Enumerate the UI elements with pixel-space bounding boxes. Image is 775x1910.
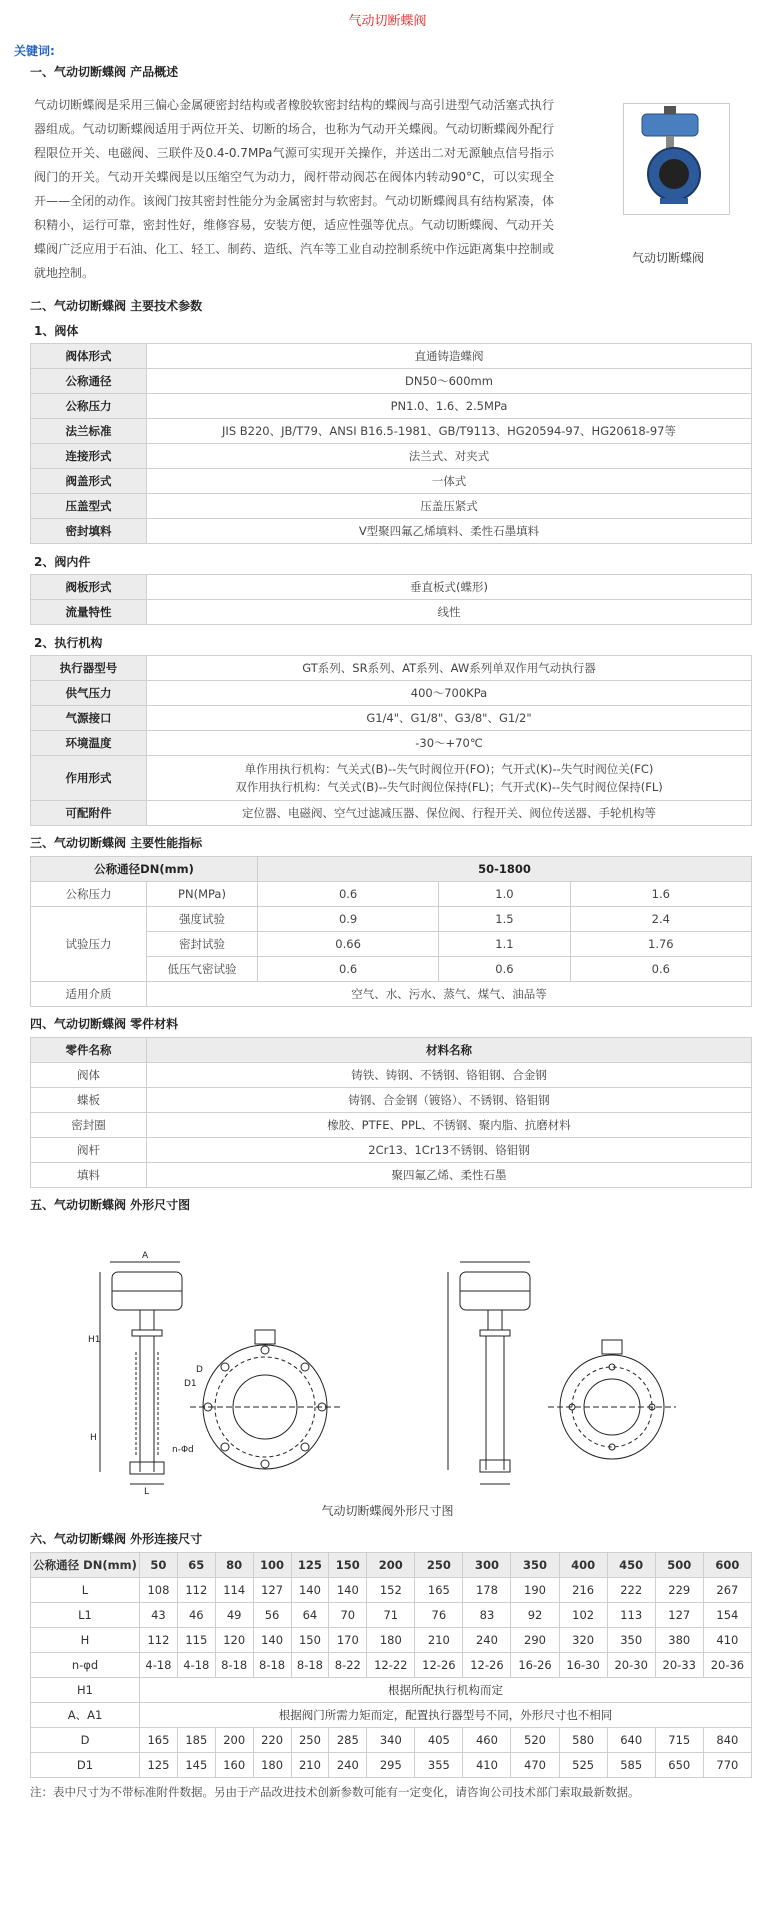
side-view-left — [88, 1251, 182, 1497]
dimension-drawing — [0, 1222, 775, 1502]
dn-header: 100 — [253, 1553, 291, 1578]
overview — [0, 93, 775, 293]
table-row: 气源接口 G1/4"、G1/8"、G3/8"、G1/2" — [31, 706, 752, 731]
footnote: 注：表中尺寸为不带标准附件数据。另由于产品改进技术创新参数可能有一定变化，请咨询公司技术部门索取最新数据。 — [30, 1785, 640, 1799]
connection-table — [30, 1552, 752, 1778]
section-overview-heading: 一、气动切断蝶阀 产品概述 — [30, 65, 179, 79]
table-row: 连接形式 法兰式、对夹式 — [31, 444, 752, 469]
section-performance-heading: 三、气动切断蝶阀 主要性能指标 — [30, 836, 203, 850]
actuator-table — [30, 655, 752, 826]
internals-label: 2、阀内件 — [34, 555, 91, 569]
table-row: n-φd 4-18 4-18 8-18 8-18 8-18 8-22 12-22 12-26 12-26 16-26 16-30 20-30 20-33 20-36 — [31, 1653, 752, 1678]
materials-table — [30, 1037, 752, 1188]
dn-header: 600 — [703, 1553, 751, 1578]
body-label: 1、阀体 — [34, 324, 79, 338]
internals-table — [30, 574, 752, 625]
dn-header: 150 — [329, 1553, 367, 1578]
table-row: 压盖型式 压盖压紧式 — [31, 494, 752, 519]
performance-table — [30, 856, 752, 1007]
table-row: 阀体 铸铁、铸钢、不锈钢、铬钼钢、合金钢 — [31, 1063, 752, 1088]
table-row: 阀体形式 直通铸造蝶阀 — [31, 344, 752, 369]
table-row: L1 43 46 49 56 64 70 71 76 83 92 102 113 127 154 — [31, 1603, 752, 1628]
table-row: 适用介质 空气、水、污水、蒸气、煤气、油品等 — [31, 982, 752, 1007]
dn-header: 350 — [511, 1553, 559, 1578]
table-row: 阀杆 2Cr13、1Cr13不锈钢、铬钼钢 — [31, 1138, 752, 1163]
table-row: D 165 185 200 220 250 285 340 405 460 520 580 640 715 840 — [31, 1728, 752, 1753]
table-row: 环境温度 -30～+70℃ — [31, 731, 752, 756]
front-view-right — [548, 1340, 676, 1459]
dn-header: 200 — [367, 1553, 415, 1578]
table-row: H 112 115 120 140 150 170 180 210 240 290 320 350 380 410 — [31, 1628, 752, 1653]
dim-h1-label: H1 — [88, 1335, 101, 1345]
table-row: 密封圈 橡胶、PTFE、PPL、不锈钢、聚内脂、抗磨材料 — [31, 1113, 752, 1138]
front-view-left — [172, 1330, 340, 1469]
table-row: 密封试验 0.66 1.1 1.76 — [31, 932, 752, 957]
dn-header: 300 — [463, 1553, 511, 1578]
table-row: 法兰标准 JIS B220、JB/T79、ANSI B16.5-1981、GB/T9113、HG20594-97、HG20618-97等 — [31, 419, 752, 444]
dn-header: 125 — [291, 1553, 329, 1578]
drawing-caption: 气动切断蝶阀外形尺寸图 — [321, 1504, 454, 1518]
table-row: 阀盖形式 一体式 — [31, 469, 752, 494]
table-row: 低压气密试验 0.6 0.6 0.6 — [31, 957, 752, 982]
dim-d1-label: D1 — [184, 1379, 197, 1389]
table-row: H1 根据所配执行机构而定 — [31, 1678, 752, 1703]
dim-l-label: L — [144, 1487, 150, 1497]
table-row: D1 125 145 160 180 210 240 295 355 410 470 525 585 650 770 — [31, 1753, 752, 1778]
table-row: 公称压力 PN(MPa) 0.6 1.0 1.6 — [31, 882, 752, 907]
body-table — [30, 343, 752, 544]
dn-header: 250 — [415, 1553, 463, 1578]
valve-photo-caption: 气动切断蝶阀 — [632, 251, 705, 265]
table-row: 公称通径DN(mm) 50-1800 — [31, 857, 752, 882]
dn-header: 500 — [655, 1553, 703, 1578]
overview-paragraph: 气动切断蝶阀是采用三偏心金属硬密封结构或者橡胶软密封结构的蝶阀与高引进型气动活塞式执行器组成。气动切断蝶阀适用于两位开关、切断的场合，也称为气动开关蝶阀。气动切断蝶阀外配行程限位开关、电磁阀、三联件及0.4-0.7MPa气源可实现开关操作，并送出二对无源触点信号指示阀门的开关。气动开关蝶阀是以压缩空气为动力，阀杆带动阀芯在阀体内转动90°C，可以实现全开——全闭的动作。该阀门按其密封性能分为金属密封与软密封。气动切断蝶阀具有结构紧凑，体积精小，运行可靠，密封性好，维修容易，安装方便，适应性强等优点。气动切断蝶阀、气动开关蝶阀广泛应用于石油、化工、轻工、制药、造纸、汽车等工业自动控制系统中作远距离集中控制或就地控制。 — [34, 98, 554, 280]
table-row: 密封填料 V型聚四氟乙烯填料、柔性石墨填料 — [31, 519, 752, 544]
dn-header: 50 — [140, 1553, 178, 1578]
section-drawing-heading: 五、气动切断蝶阀 外形尺寸图 — [30, 1198, 191, 1212]
dim-nphi-label: n-Φd — [172, 1445, 194, 1455]
dn-header: 450 — [607, 1553, 655, 1578]
table-row: 蝶板 铸钢、合金钢（镀铬）、不锈钢、铬钼钢 — [31, 1088, 752, 1113]
table-row: A、A1 根据阀门所需力矩而定，配置执行器型号不同，外形尺寸也不相同 — [31, 1703, 752, 1728]
table-row: 流量特性 线性 — [31, 600, 752, 625]
table-row: 零件名称 材料名称 — [31, 1038, 752, 1063]
table-row: 作用形式 单作用执行机构：气关式(B)--失气时阀位开(FO)；气开式(K)--失气时阀位关(FC) 双作用执行机构：气关式(B)--失气时阀位保持(FL)；气开式(K)--失气时阀位保持(FL) — [31, 756, 752, 801]
dn-header: 400 — [559, 1553, 607, 1578]
actuator-label: 2、执行机构 — [34, 636, 103, 650]
table-row: 公称通径 DN50～600mm — [31, 369, 752, 394]
dim-d-label: D — [196, 1365, 203, 1375]
dim-h-label: H — [90, 1433, 97, 1443]
table-row: 阀板形式 垂直板式(蝶形) — [31, 575, 752, 600]
table-row: 公称通径 DN(mm) 50 65 80 100 125 150 200 250 300 350 400 450 500 600 — [31, 1553, 752, 1578]
dn-header: 65 — [177, 1553, 215, 1578]
table-row: 填料 聚四氟乙烯、柔性石墨 — [31, 1163, 752, 1188]
table-row: 供气压力 400～700KPa — [31, 681, 752, 706]
page-title: 气动切断蝶阀 — [348, 14, 427, 29]
table-row: 试验压力 强度试验 0.9 1.5 2.4 — [31, 907, 752, 932]
side-view-right — [448, 1262, 530, 1484]
table-row: 公称压力 PN1.0、1.6、2.5MPa — [31, 394, 752, 419]
table-row: 可配附件 定位器、电磁阀、空气过滤减压器、保位阀、行程开关、阀位传送器、手轮机构等 — [31, 801, 752, 826]
table-row: 执行器型号 GT系列、SR系列、AT系列、AW系列单双作用气动执行器 — [31, 656, 752, 681]
valve-photo — [623, 103, 730, 215]
dim-a-label: A — [142, 1251, 149, 1261]
dn-header: 80 — [215, 1553, 253, 1578]
keywords-label: 关键词: — [14, 44, 55, 58]
section-params-heading: 二、气动切断蝶阀 主要技术参数 — [30, 299, 203, 313]
section-materials-heading: 四、气动切断蝶阀 零件材料 — [30, 1017, 179, 1031]
section-connection-heading: 六、气动切断蝶阀 外形连接尺寸 — [30, 1532, 203, 1546]
table-row: L 108 112 114 127 140 140 152 165 178 190 216 222 229 267 — [31, 1578, 752, 1603]
